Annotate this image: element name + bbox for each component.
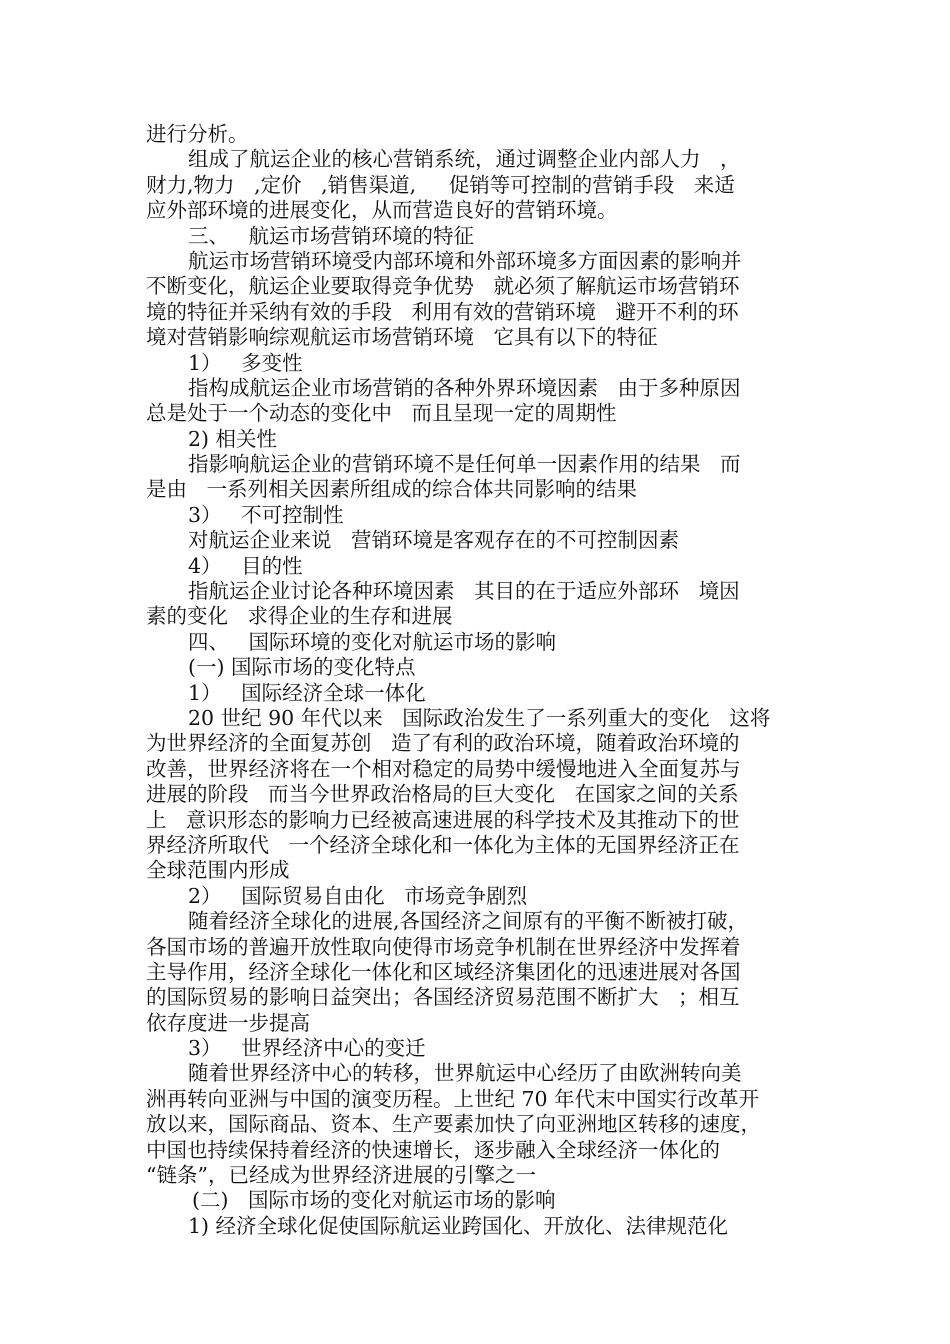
- text-line: 指影响航运企业的营销环境不是任何单一因素作用的结果 而: [188, 452, 741, 477]
- text-line: 为世界经济的全面复苏创 造了有利的政治环境，随着政治环境的: [146, 731, 740, 756]
- text-line: 放以来，国际商品、资本、生产要素加快了向亚洲地区转移的速度，: [146, 1112, 761, 1137]
- text-line: 1） 多变性: [188, 350, 303, 375]
- text-line: 1) 经济全球化促使国际航运业跨国化、开放化、法律规范化: [188, 1213, 729, 1238]
- text-line: 改善，世界经济将在一个相对稳定的局势中缓慢地进入全面复苏与: [146, 756, 741, 781]
- text-line: 三、 航运市场营销环境的特征: [188, 223, 475, 248]
- text-line: 依存度进一步提高: [146, 1010, 310, 1035]
- text-line: 境对营销影响综观航运市场营销环境 它具有以下的特征: [146, 325, 658, 350]
- text-line: 不断变化，航运企业要取得竞争优势 就必须了解航运市场营销环: [146, 274, 740, 299]
- text-line: 素的变化 求得企业的生存和进展: [146, 604, 453, 629]
- text-line: 总是处于一个动态的变化中 而且呈现一定的周期性: [146, 401, 617, 426]
- text-line: 2） 国际贸易自由化 市场竞争剧烈: [188, 883, 528, 908]
- text-line: 20 世纪 90 年代以来 国际政治发生了一系列重大的变化 这将: [188, 705, 771, 730]
- text-line: 是由 一系列相关因素所组成的综合体共同影响的结果: [146, 477, 638, 502]
- text-line: 2) 相关性: [188, 426, 278, 451]
- text-line: 航运市场营销环境受内部环境和外部环境多方面因素的影响并: [188, 248, 742, 273]
- text-line: 各国市场的普遍开放性取向使得市场竞争机制在世界经济中发挥着: [146, 934, 741, 959]
- text-line: 进展的阶段 而当今世界政治格局的巨大变化 在国家之间的关系: [146, 782, 739, 807]
- text-line: 指构成航运企业市场营销的各种外界环境因素 由于多种原因: [188, 375, 741, 400]
- text-line: 进行分析。: [146, 122, 249, 146]
- text-line: 中国也持续保持着经济的快速增长，逐步融入全球经济一体化的: [146, 1137, 720, 1162]
- text-line: 财力,物力 ,定价 ,销售渠道, 促销等可控制的营销手段 来适: [146, 172, 735, 197]
- text-line: 界经济所取代 一个经济全球化和一体化为主体的无国界经济正在: [146, 832, 740, 857]
- text-line: 境的特征并采纳有效的手段 利用有效的营销环境 避开不利的环: [146, 299, 739, 324]
- text-line: (二) 国际市场的变化对航运市场的影响: [192, 1188, 556, 1213]
- document-page: [146, 122, 811, 1239]
- text-line: (一) 国际市场的变化特点: [188, 655, 416, 680]
- text-line: 上 意识形态的影响力已经被高速进展的科学技术及其推动下的世: [146, 807, 740, 832]
- text-line: 1） 国际经济全球一体化: [188, 680, 426, 705]
- text-line: 对航运企业来说 营销环境是客观存在的不可控制因素: [188, 528, 680, 553]
- text-line: 3） 世界经济中心的变迁: [188, 1036, 426, 1061]
- text-line: 全球范围内形成: [146, 858, 290, 883]
- text-line: 洲再转向亚洲与中国的演变历程。上世纪 70 年代末中国实行改革开: [146, 1086, 760, 1111]
- text-line: 的国际贸易的影响日益突出；各国经济贸易范围不断扩大 ；相互: [146, 985, 740, 1010]
- text-line: 随着经济全球化的进展,各国经济之间原有的平衡不断被打破，: [188, 909, 749, 934]
- text-line: 指航运企业讨论各种环境因素 其目的在于适应外部环 境因: [188, 579, 740, 604]
- text-line: 随着世界经济中心的转移，世界航运中心经历了由欧洲转向美: [188, 1061, 742, 1086]
- text-line: 四、 国际环境的变化对航运市场的影响: [188, 629, 557, 654]
- text-line: 应外部环境的进展变化，从而营造良好的营销环境。: [146, 198, 618, 223]
- text-line: 4） 目的性: [188, 553, 303, 578]
- text-line: 3） 不可控制性: [188, 502, 344, 527]
- text-line: “链条”，已经成为世界经济进展的引擎之一: [146, 1163, 536, 1188]
- text-line: 主导作用，经济全球化一体化和区域经济集团化的迅速进展对各国: [146, 959, 741, 984]
- text-line: 组成了航运企业的核心营销系统，通过调整企业内部人力 ，: [188, 147, 741, 172]
